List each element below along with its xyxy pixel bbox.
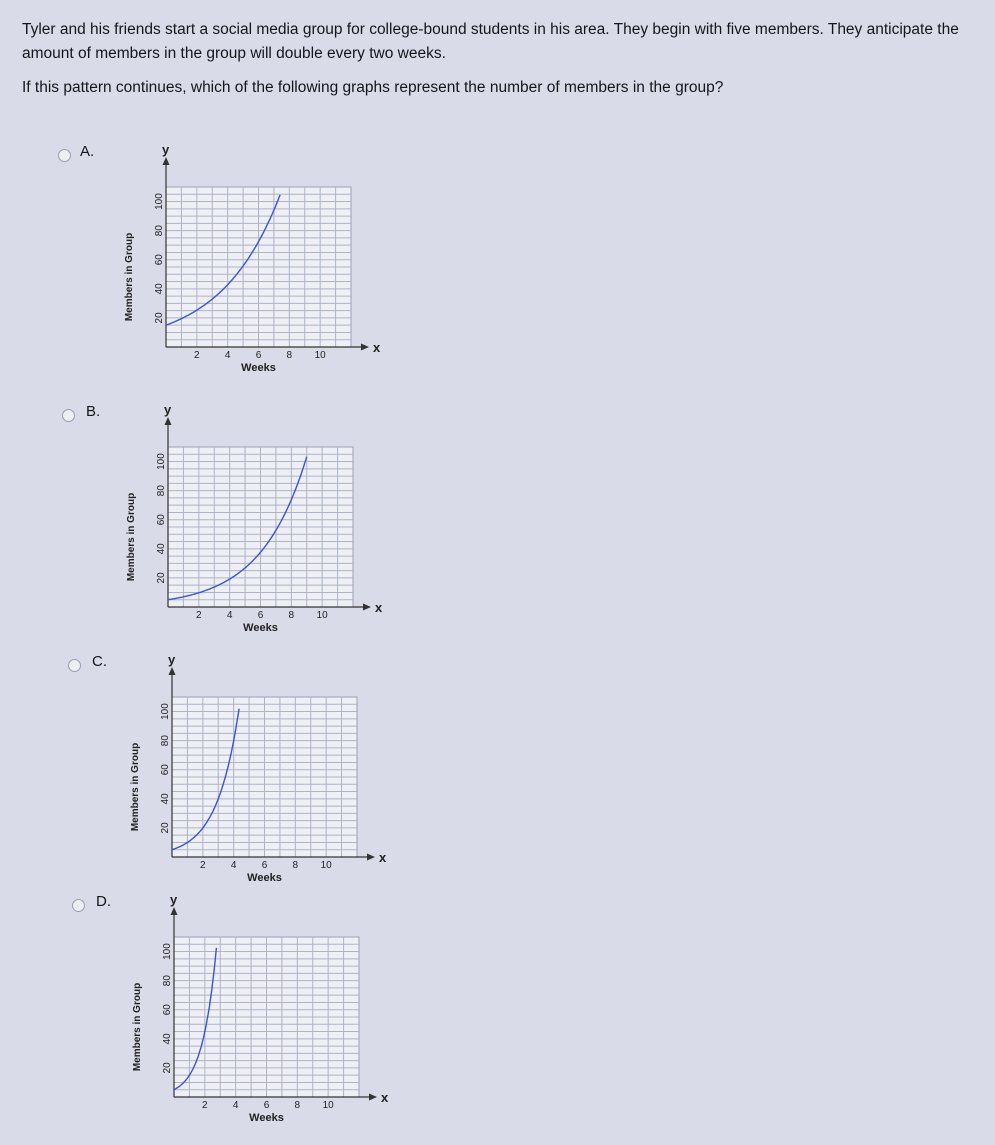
x-axis-label: Weeks xyxy=(249,1112,284,1124)
x-tick-label: 8 xyxy=(292,860,299,871)
y-axis-label: Members in Group xyxy=(126,492,137,582)
question-prompt: If this pattern continues, which of the following graphs represent the number of members in the group? xyxy=(22,79,724,96)
y-axis-label: Members in Group xyxy=(132,982,143,1072)
y-tick-label: 100 xyxy=(154,193,165,210)
y-axis-name: y xyxy=(168,652,176,667)
option-b-radio[interactable] xyxy=(62,409,75,422)
graph-d xyxy=(126,892,389,1145)
y-tick-label: 40 xyxy=(160,793,171,805)
y-tick-label: 60 xyxy=(154,254,165,266)
x-axis-arrow-icon xyxy=(361,344,369,351)
x-tick-label: 8 xyxy=(294,1100,301,1111)
x-tick-label: 4 xyxy=(230,860,237,871)
y-axis-arrow-icon xyxy=(163,157,170,165)
x-tick-label: 10 xyxy=(322,1100,334,1111)
x-axis-label: Weeks xyxy=(247,872,282,884)
question-stem: Tyler and his friends start a social media group for college-bound students in his area. They begin with five members. They anticipate the amount of members in the group will double every two weeks. xyxy=(22,21,959,62)
x-axis-label: Weeks xyxy=(241,362,276,374)
x-tick-label: 4 xyxy=(232,1100,239,1111)
x-tick-label: 6 xyxy=(261,860,268,871)
x-tick-label: 6 xyxy=(263,1100,270,1111)
y-tick-label: 100 xyxy=(160,703,171,720)
x-axis-arrow-icon xyxy=(367,854,375,861)
y-axis-name: y xyxy=(162,142,170,157)
y-axis-label: Members in Group xyxy=(130,742,141,832)
x-tick-label: 8 xyxy=(288,610,295,621)
x-tick-label: 2 xyxy=(202,1100,208,1111)
y-axis-name: y xyxy=(164,402,172,417)
option-d[interactable] xyxy=(0,892,420,1145)
y-axis-arrow-icon xyxy=(171,907,178,915)
graph-b xyxy=(120,402,383,655)
option-letter: C. xyxy=(92,653,107,670)
x-axis-name: x xyxy=(381,1090,389,1105)
y-tick-label: 60 xyxy=(160,764,171,776)
y-tick-label: 40 xyxy=(162,1033,173,1045)
y-tick-label: 60 xyxy=(162,1004,173,1016)
y-tick-label: 40 xyxy=(156,543,167,555)
x-tick-label: 8 xyxy=(286,350,293,361)
option-letter: B. xyxy=(86,403,101,420)
y-tick-label: 80 xyxy=(160,735,171,747)
option-c-radio[interactable] xyxy=(68,659,81,672)
y-axis-arrow-icon xyxy=(165,417,172,425)
x-axis-name: x xyxy=(375,600,383,615)
graph-a xyxy=(118,142,381,395)
option-c[interactable] xyxy=(0,652,420,905)
x-tick-label: 6 xyxy=(255,350,262,361)
y-tick-label: 20 xyxy=(154,312,165,324)
x-tick-label: 10 xyxy=(320,860,332,871)
y-tick-label: 20 xyxy=(160,822,171,834)
x-axis-label: Weeks xyxy=(243,622,278,634)
x-tick-label: 2 xyxy=(194,350,200,361)
x-tick-label: 6 xyxy=(257,610,264,621)
x-tick-label: 4 xyxy=(226,610,233,621)
y-tick-label: 80 xyxy=(162,975,173,987)
option-a[interactable] xyxy=(0,142,420,395)
y-tick-label: 40 xyxy=(154,283,165,295)
y-tick-label: 20 xyxy=(156,572,167,584)
y-axis-label: Members in Group xyxy=(124,232,135,322)
y-tick-label: 60 xyxy=(156,514,167,526)
x-axis-arrow-icon xyxy=(363,604,371,611)
option-d-radio[interactable] xyxy=(72,899,85,912)
x-tick-label: 2 xyxy=(200,860,206,871)
x-tick-label: 2 xyxy=(196,610,202,621)
option-a-radio[interactable] xyxy=(58,149,71,162)
x-tick-label: 4 xyxy=(224,350,231,361)
y-tick-label: 80 xyxy=(154,225,165,237)
y-tick-label: 20 xyxy=(162,1062,173,1074)
x-axis-arrow-icon xyxy=(369,1094,377,1101)
y-axis-arrow-icon xyxy=(169,667,176,675)
y-tick-label: 80 xyxy=(156,485,167,497)
y-axis-name: y xyxy=(170,892,178,907)
graph-c xyxy=(124,652,387,905)
option-b[interactable] xyxy=(0,402,420,655)
option-letter: D. xyxy=(96,893,111,910)
y-tick-label: 100 xyxy=(162,943,173,960)
question-text xyxy=(22,18,972,100)
x-axis-name: x xyxy=(373,340,381,355)
option-letter: A. xyxy=(80,143,95,160)
y-tick-label: 100 xyxy=(156,453,167,470)
x-axis-name: x xyxy=(379,850,387,865)
x-tick-label: 10 xyxy=(314,350,326,361)
x-tick-label: 10 xyxy=(316,610,328,621)
